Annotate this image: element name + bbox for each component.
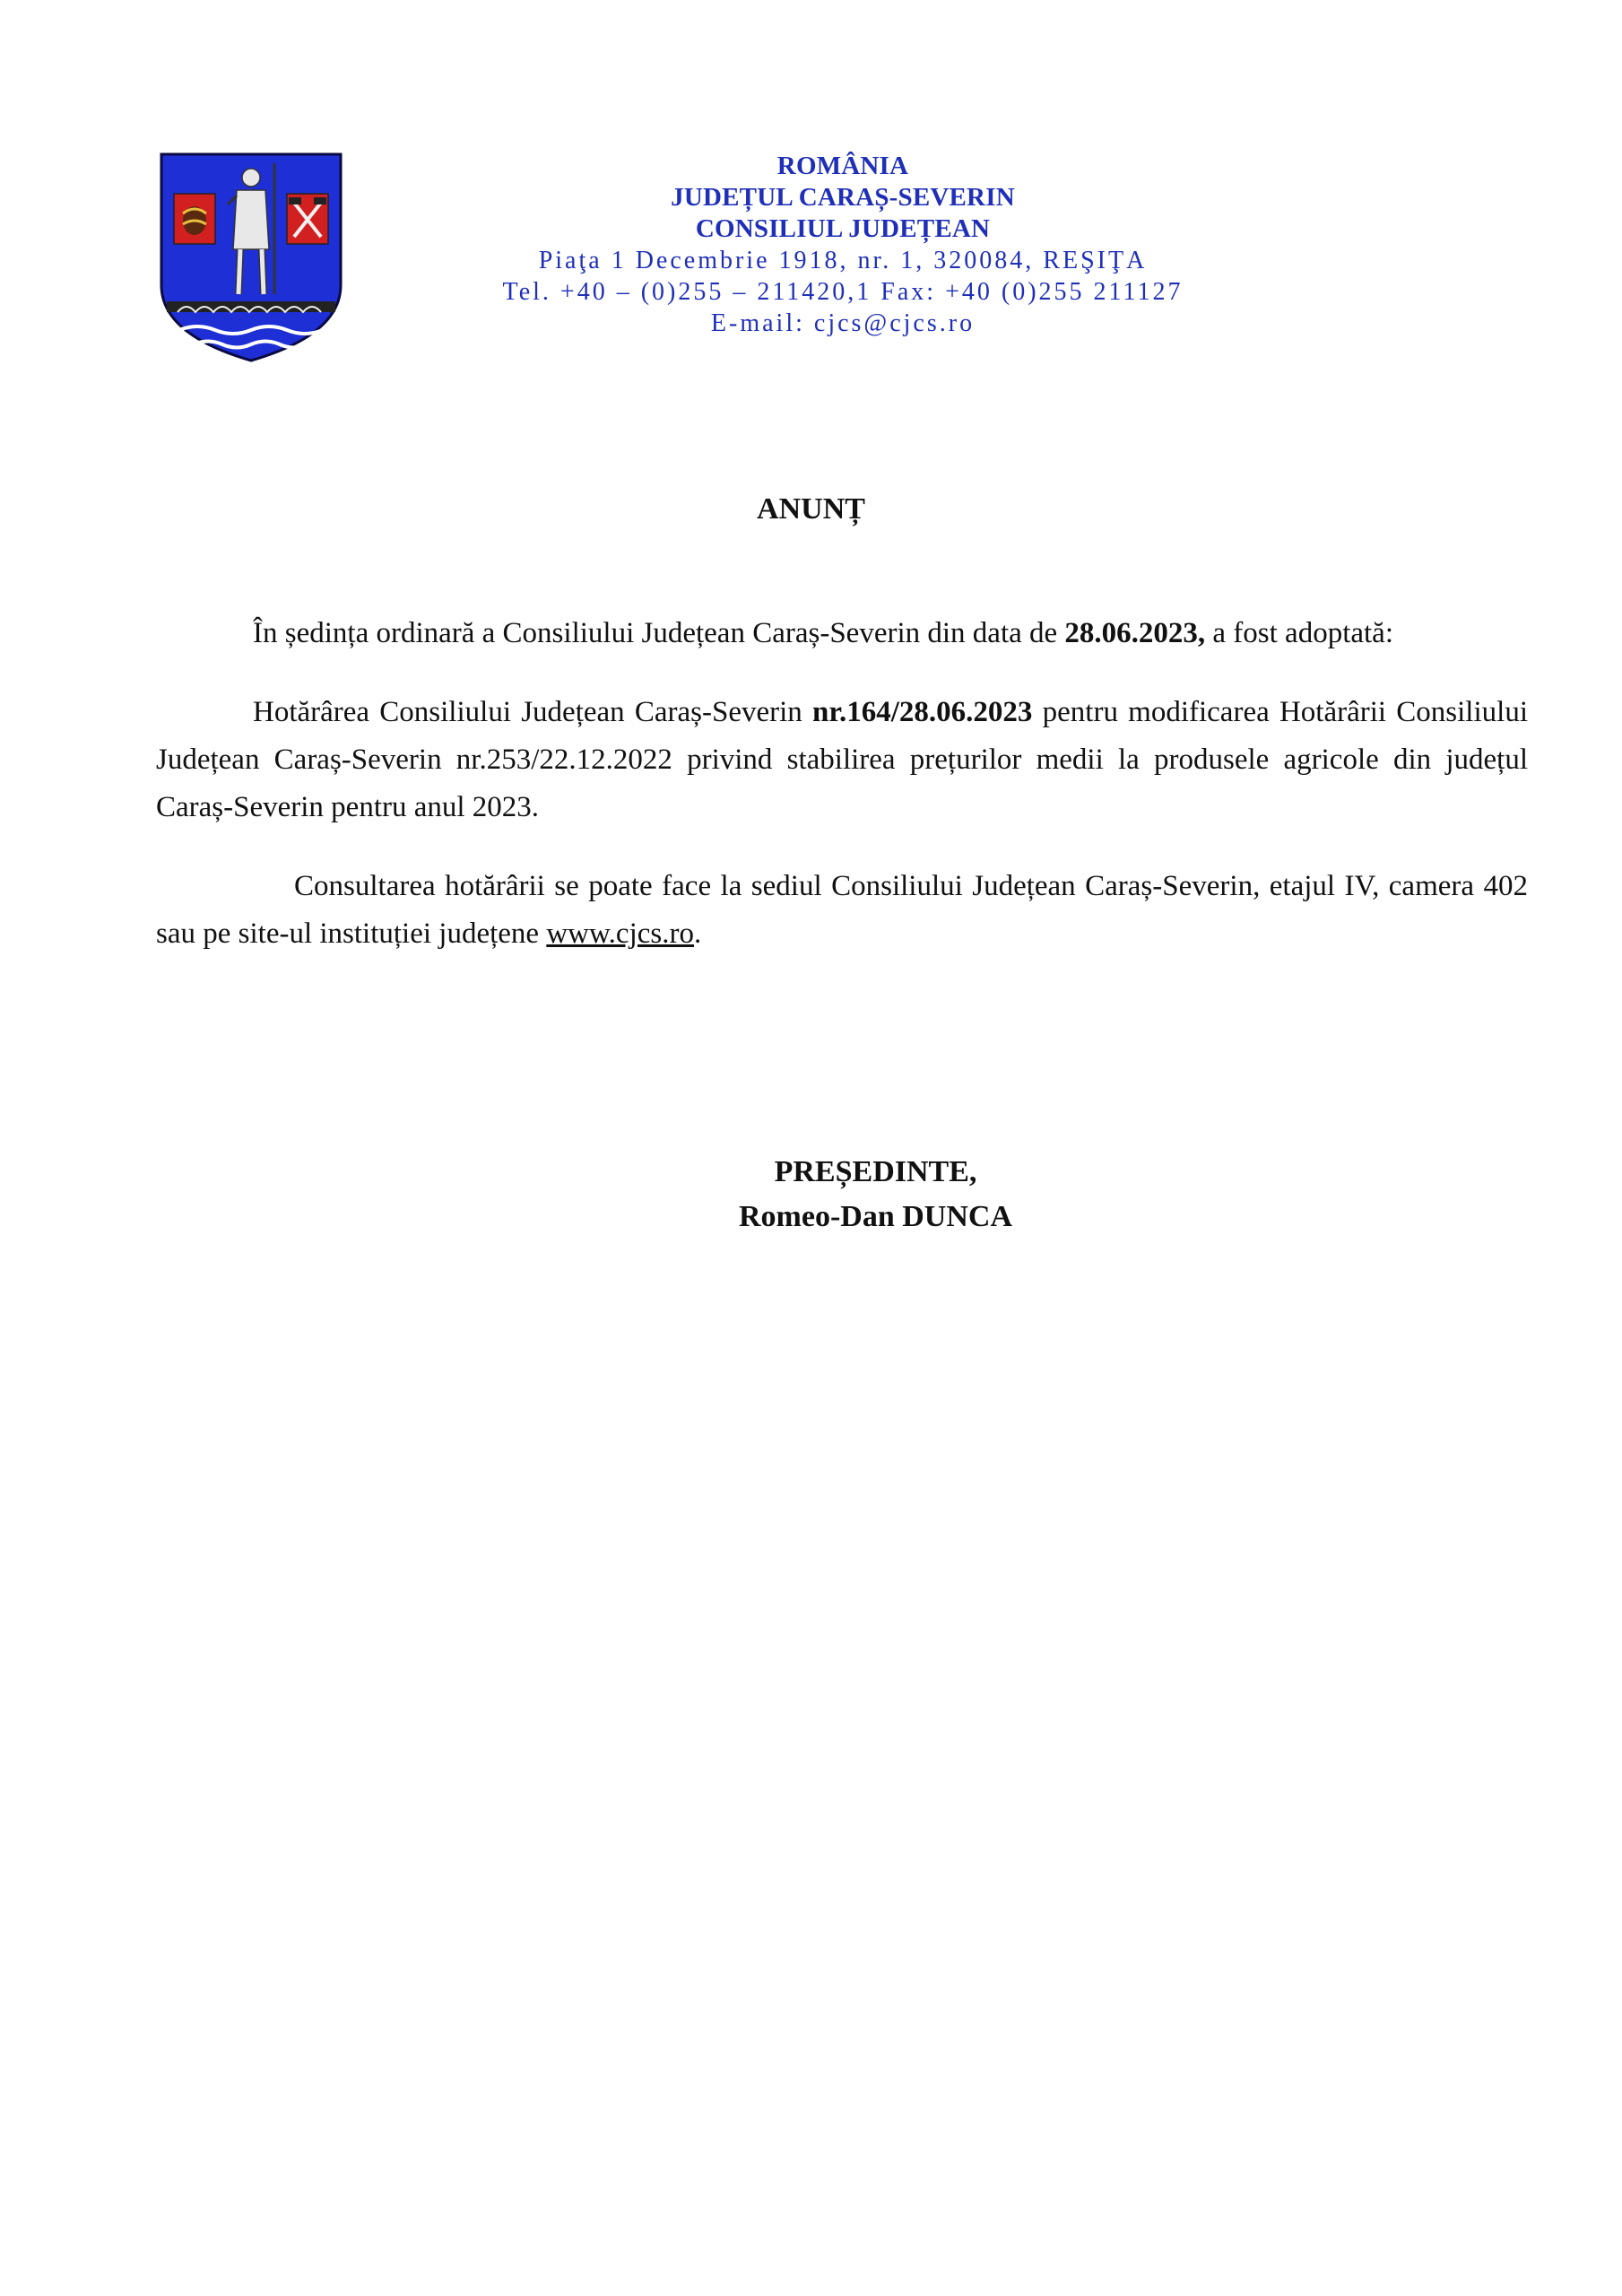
header-county: JUDEȚUL CARAȘ-SEVERIN — [671, 183, 1015, 212]
coat-of-arms-icon — [158, 151, 344, 364]
header-council: CONSILIUL JUDEȚEAN — [695, 214, 991, 243]
paragraph-decision-text-start: Hotărârea Consiliului Județean Caraș-Severin — [253, 696, 813, 728]
paragraph-session-text-end: a fost adoptată: — [1205, 617, 1393, 649]
signature-block — [0, 1150, 1622, 1239]
paragraph-decision-text-end: pentru modificarea Hotărârii Consiliului Județean Caraș-Severin nr.253/22.12.2022 privind stabilirea prețurilor medii la produsele agricole din județul Caraș-Severin pentru anul 2023. — [156, 696, 1528, 823]
paragraph-session-text-start: În ședința ordinară a Consiliului Județean Caraș-Severin din data de — [253, 617, 1065, 649]
paragraph-decision — [156, 689, 1528, 831]
website-link[interactable]: www.cjcs.ro — [546, 918, 694, 950]
header-phone-fax: Tel. +40 – (0)255 – 211420,1 Fax: +40 (0)255 211127 — [502, 278, 1184, 306]
header-email: E-mail: cjcs@cjcs.ro — [710, 309, 976, 337]
header-address: Piaţa 1 Decembrie 1918, nr. 1, 320084, REŞIŢA — [538, 247, 1148, 274]
institution-header — [395, 151, 1291, 339]
paragraph-session — [156, 610, 1528, 657]
paragraph-consultation — [156, 863, 1528, 958]
signature-role: PREȘEDINTE, — [774, 1155, 977, 1188]
header-country: ROMÂNIA — [776, 152, 909, 180]
paragraph-consultation-text-end: . — [693, 918, 702, 950]
document-title: ANUNȚ — [757, 492, 865, 526]
signature-name: Romeo-Dan DUNCA — [738, 1200, 1013, 1233]
session-date: 28.06.2023, — [1064, 617, 1206, 649]
decision-number: nr.164/28.06.2023 — [812, 696, 1033, 728]
paragraph-consultation-text-start: Consultarea hotărârii se poate face la sediul Consiliului Județean Caraș-Severin, etajul IV, camera 402 sau pe site-ul instituției județene — [156, 870, 1528, 950]
